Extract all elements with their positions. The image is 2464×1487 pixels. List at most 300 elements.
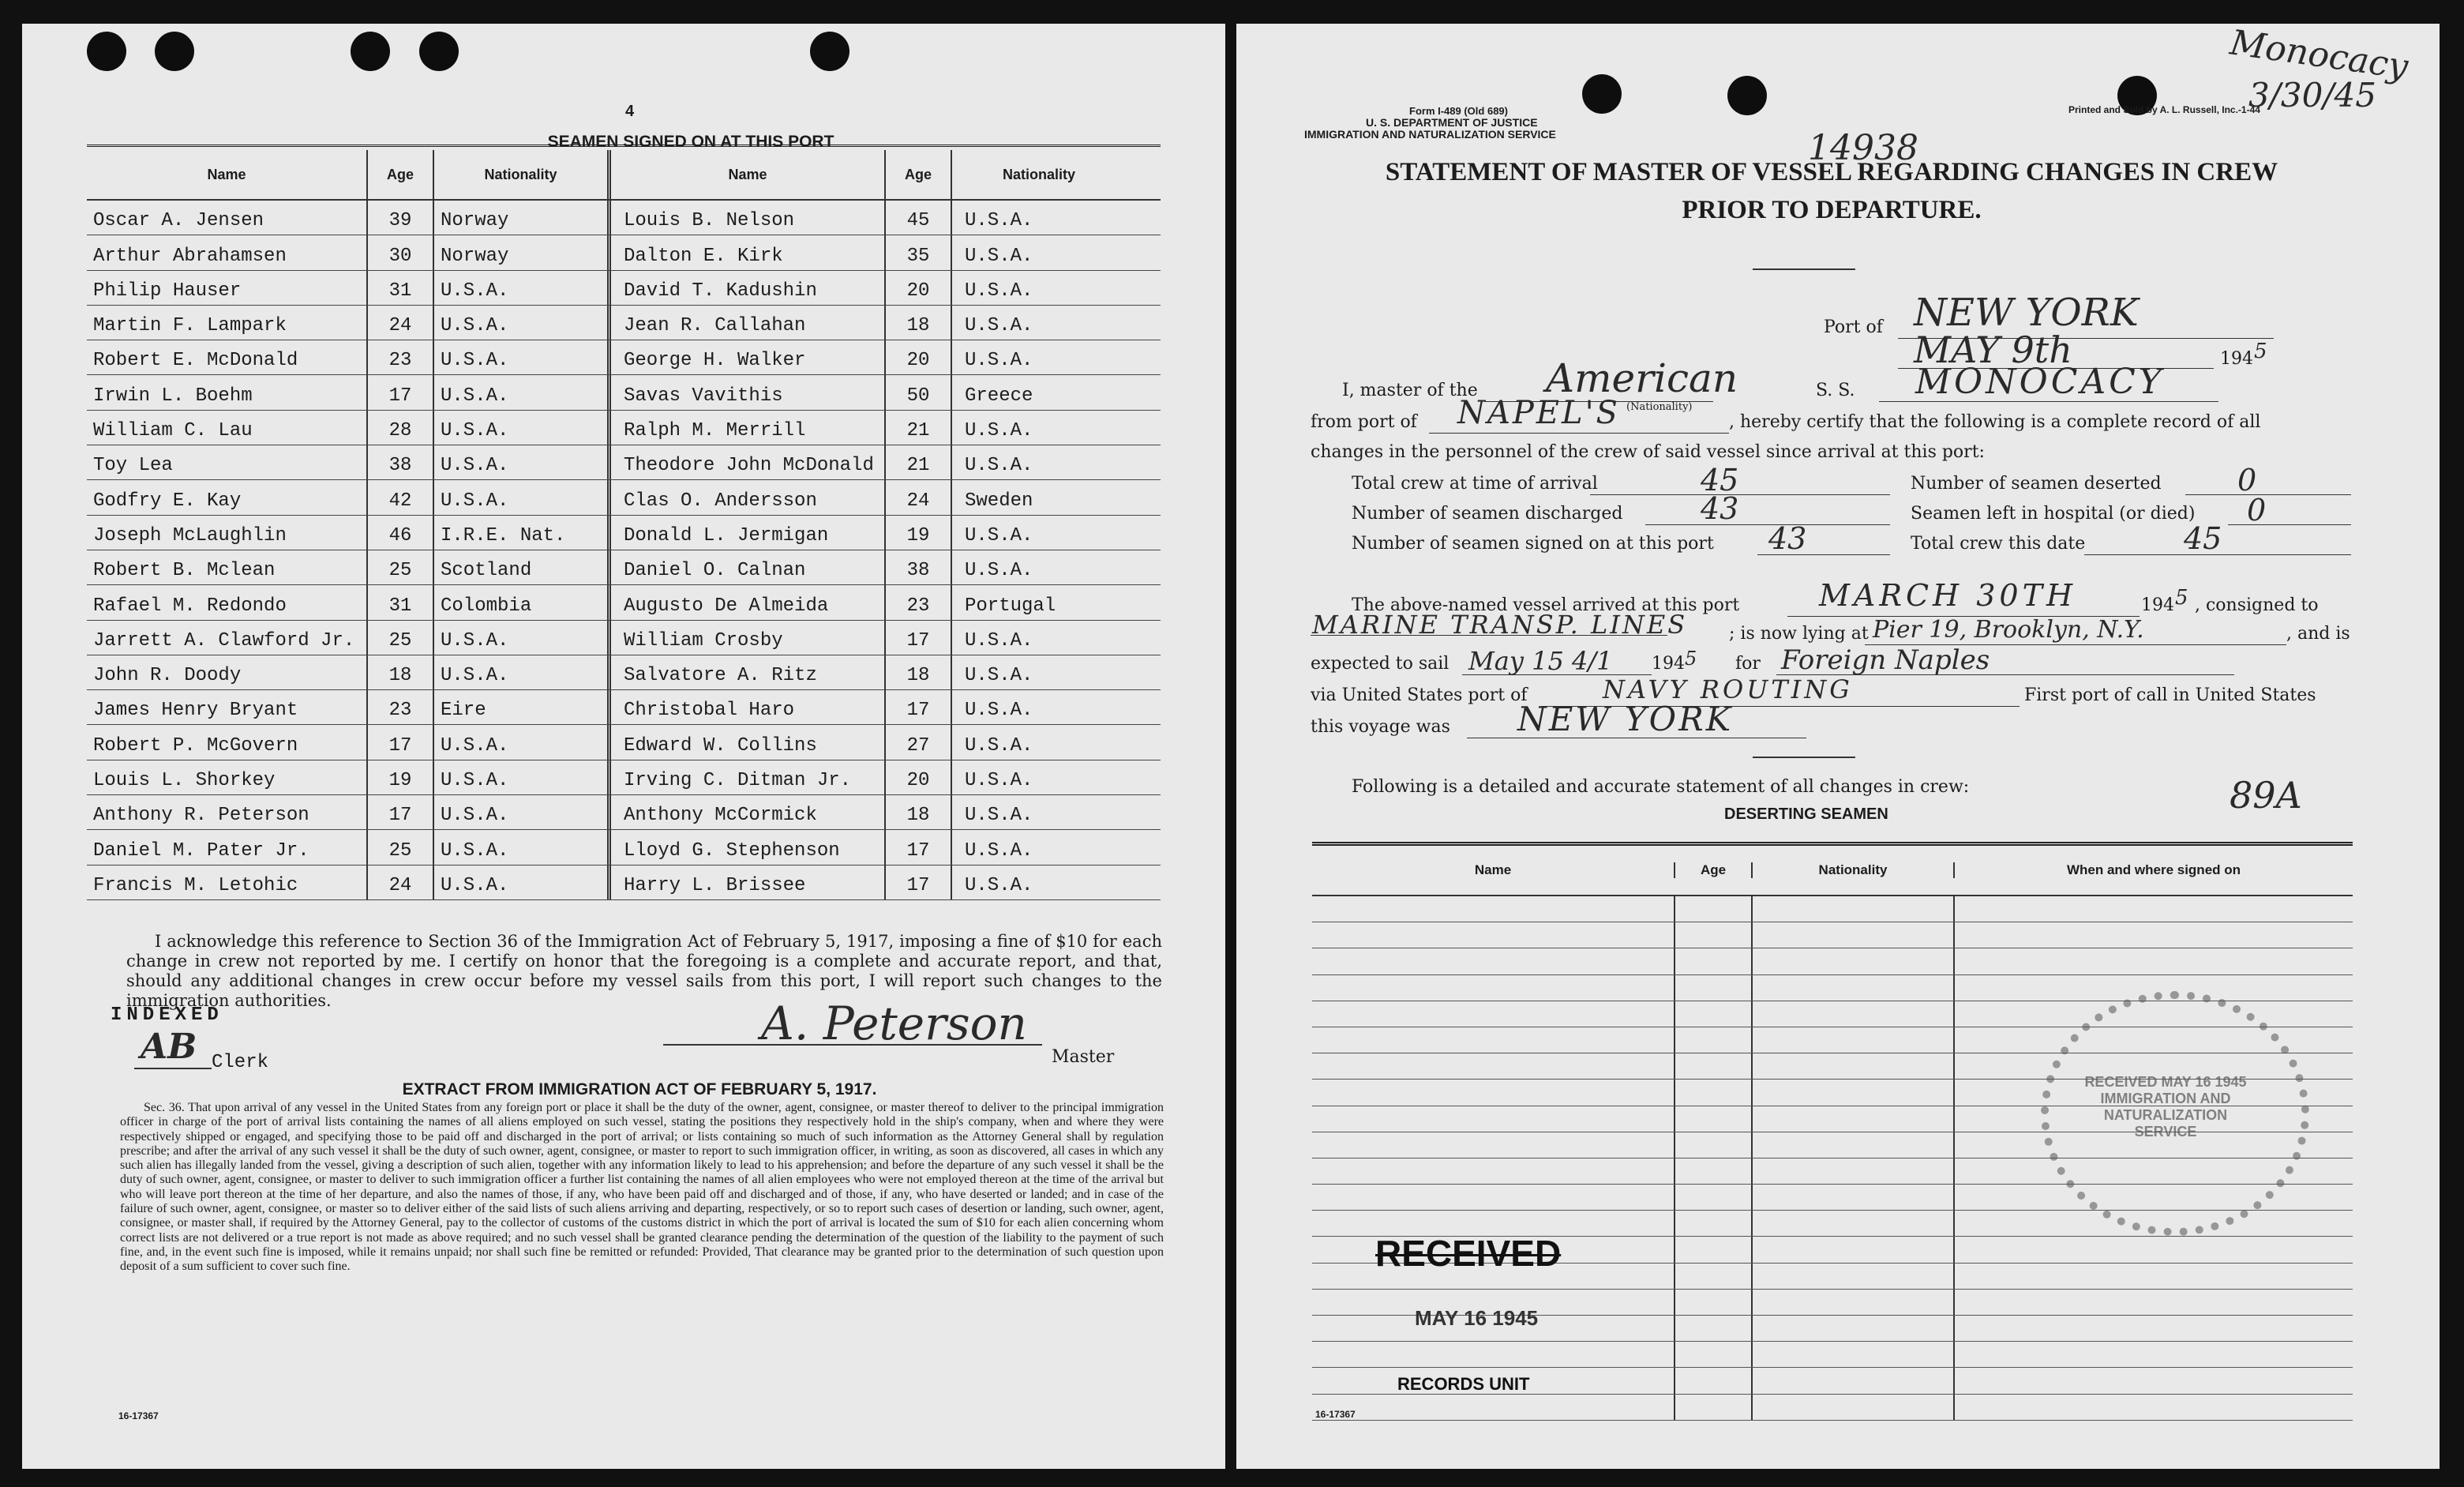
- seaman-nationality-cell: [952, 760, 1126, 794]
- empty-cell: [1675, 896, 1753, 922]
- seaman-nationality: U.S.A.: [441, 455, 509, 477]
- received-stamp: RECEIVED: [1375, 1233, 1562, 1274]
- seaman-age: 24: [388, 874, 412, 896]
- seaman-name: Jean R. Callahan: [624, 315, 806, 337]
- table-row: [87, 306, 1161, 340]
- seaman-nationality-cell: [952, 866, 1126, 899]
- empty-cell: [1753, 922, 1955, 948]
- seaman-nationality-cell: [952, 375, 1126, 409]
- seaman-age-cell: [368, 690, 434, 724]
- seaman-name: Godfry E. Kay: [93, 490, 242, 512]
- seaman-age-cell: [368, 445, 434, 479]
- seaman-nationality-cell: [952, 585, 1126, 619]
- expected-value: May 15 4/1: [1468, 646, 1613, 676]
- seaman-age-cell: [368, 655, 434, 689]
- section-rule: [1753, 757, 1855, 758]
- seaman-name: Clas O. Andersson: [624, 490, 817, 512]
- column-header: Nationality: [434, 150, 611, 199]
- seaman-nationality: U.S.A.: [441, 629, 509, 652]
- page-number: 4: [625, 103, 635, 120]
- empty-cell: [1675, 1342, 1753, 1367]
- empty-cell: [1312, 922, 1675, 948]
- nationality-value: American: [1546, 355, 1738, 401]
- seaman-name-cell: [611, 411, 886, 445]
- seaman-name: Louis B. Nelson: [624, 210, 795, 232]
- year-label: 194: [2220, 349, 2253, 369]
- seaman-nationality-cell: [434, 340, 611, 374]
- column-header: Name: [87, 150, 368, 199]
- empty-cell: [1675, 1211, 1753, 1236]
- seaman-nationality-cell: [434, 271, 611, 305]
- seaman-name: Edward W. Collins: [624, 734, 817, 757]
- table-row: [1312, 948, 2353, 974]
- seaman-age-cell: [886, 411, 952, 445]
- empty-cell: [1753, 1185, 1955, 1210]
- empty-cell: [1312, 1185, 1675, 1210]
- seaman-name-cell: [87, 760, 368, 794]
- seaman-age: 46: [388, 524, 412, 546]
- seaman-age-cell: [886, 445, 952, 479]
- seaman-name: Toy Lea: [93, 455, 173, 477]
- punch-hole: [810, 32, 849, 71]
- table-row: [87, 655, 1161, 690]
- seaman-name: Savas Vavithis: [624, 385, 783, 407]
- seaman-age: 25: [388, 629, 412, 652]
- seaman-age-cell: [368, 306, 434, 340]
- seaman-nationality: U.S.A.: [441, 420, 509, 442]
- arrived-year-label: 194: [2141, 595, 2174, 615]
- first-port-label: First port of call in United States: [2024, 685, 2316, 705]
- seaman-age-cell: [368, 235, 434, 269]
- seaman-name-cell: [611, 445, 886, 479]
- seaman-age: 35: [906, 245, 930, 267]
- punch-hole: [1727, 76, 1767, 115]
- table-row: [87, 201, 1161, 235]
- seaman-name: Donald L. Jermigan: [624, 524, 829, 546]
- punch-hole: [351, 32, 390, 71]
- from-port-label: from port of: [1311, 412, 1417, 432]
- via-value: NAVY ROUTING: [1603, 674, 1853, 704]
- seaman-age-cell: [886, 621, 952, 655]
- table-row: [87, 725, 1161, 760]
- corner-date: 3/30/45: [2248, 76, 2376, 115]
- seaman-name-cell: [87, 271, 368, 305]
- seaman-age: 18: [906, 805, 930, 827]
- seaman-age: 25: [388, 839, 412, 862]
- seaman-nationality: U.S.A.: [965, 420, 1033, 442]
- seaman-nationality: Eire: [441, 700, 486, 722]
- seaman-age: 20: [906, 280, 930, 302]
- empty-cell: [1312, 896, 1675, 922]
- seaman-name: Martin F. Lampark: [93, 315, 287, 337]
- seaman-age: 24: [388, 315, 412, 337]
- empty-cell: [1312, 1132, 1675, 1158]
- seaman-age: 19: [906, 524, 930, 546]
- seaman-age: 28: [388, 420, 412, 442]
- column-header: Name: [1312, 862, 1675, 878]
- seaman-age: 30: [388, 245, 412, 267]
- seaman-age-cell: [368, 516, 434, 550]
- empty-cell: [1312, 948, 1675, 974]
- master-of-label: I, master of the: [1342, 381, 1478, 400]
- seaman-nationality-cell: [952, 516, 1126, 550]
- empty-cell: [1312, 1027, 1675, 1053]
- seaman-age: 39: [388, 210, 412, 232]
- seaman-name: Robert P. McGovern: [93, 734, 298, 757]
- seaman-nationality-cell: [952, 690, 1126, 724]
- handwritten-file-number: 14938: [1808, 128, 1918, 168]
- margin-code: 89A: [2230, 774, 2302, 817]
- seaman-age-cell: [368, 760, 434, 794]
- date-value: MAY 9th: [1914, 329, 2072, 371]
- seaman-name: Irving C. Ditman Jr.: [624, 770, 852, 792]
- signature-line: [663, 1044, 1042, 1046]
- indexed-stamp: INDEXED: [111, 1004, 223, 1026]
- seaman-name-cell: [611, 866, 886, 899]
- seaman-name: Daniel O. Calnan: [624, 560, 806, 582]
- nationality-caption: (Nationality): [1626, 401, 1693, 413]
- seaman-nationality-cell: [952, 201, 1126, 235]
- seaman-name-cell: [87, 795, 368, 829]
- seaman-name: Robert E. McDonald: [93, 350, 298, 372]
- seaman-nationality-cell: [434, 621, 611, 655]
- empty-cell: [1312, 1158, 1675, 1184]
- seaman-nationality: U.S.A.: [965, 839, 1033, 862]
- seaman-nationality: U.S.A.: [441, 350, 509, 372]
- seaman-nationality: Scotland: [441, 560, 532, 582]
- seaman-nationality: U.S.A.: [965, 734, 1033, 757]
- seaman-age-cell: [368, 550, 434, 584]
- seaman-age: 45: [906, 210, 930, 232]
- table-row: [1312, 1342, 2353, 1368]
- empty-cell: [1675, 1237, 1753, 1262]
- seaman-name-cell: [87, 655, 368, 689]
- seaman-name: Christobal Haro: [624, 700, 795, 722]
- master-signature: A. Peterson: [761, 997, 1027, 1050]
- seaman-nationality-cell: [434, 480, 611, 514]
- empty-cell: [1675, 1264, 1753, 1289]
- seaman-nationality: Norway: [441, 210, 509, 232]
- seaman-age: 38: [906, 560, 930, 582]
- seaman-name-cell: [611, 271, 886, 305]
- punch-hole: [155, 32, 194, 71]
- seaman-name-cell: [87, 480, 368, 514]
- seaman-name-cell: [87, 516, 368, 550]
- seaman-age-cell: [368, 340, 434, 374]
- seaman-name-cell: [611, 306, 886, 340]
- table-row: [87, 375, 1161, 410]
- seaman-name-cell: [87, 621, 368, 655]
- arrived-year-value: 5: [2175, 586, 2188, 610]
- seaman-name: Joseph McLaughlin: [93, 524, 287, 546]
- hospital-label: Seamen left in hospital (or died): [1911, 504, 2196, 524]
- seaman-age-cell: [886, 235, 952, 269]
- total-this-date-label: Total crew this date: [1911, 534, 2086, 554]
- empty-cell: [1955, 896, 2353, 922]
- deserting-heading: DESERTING SEAMEN: [1724, 805, 1888, 823]
- empty-cell: [1312, 1080, 1675, 1105]
- seaman-nationality-cell: [952, 725, 1126, 759]
- seaman-age-cell: [368, 201, 434, 235]
- empty-cell: [1675, 1027, 1753, 1053]
- seaman-name: Daniel M. Pater Jr.: [93, 839, 309, 862]
- seaman-name: George H. Walker: [624, 350, 806, 372]
- seaman-name: Salvatore A. Ritz: [624, 665, 817, 687]
- seaman-age-cell: [368, 585, 434, 619]
- empty-cell: [1312, 1001, 1675, 1027]
- seaman-nationality-cell: [952, 235, 1126, 269]
- column-header: Nationality: [1002, 166, 1075, 182]
- table-row: [87, 760, 1161, 795]
- seaman-name: Louis L. Shorkey: [93, 770, 276, 792]
- empty-cell: [1675, 1053, 1753, 1079]
- seaman-age: 18: [388, 665, 412, 687]
- empty-cell: [1955, 1290, 2353, 1315]
- for-value: Foreign Naples: [1781, 644, 1990, 676]
- seaman-name: Lloyd G. Stephenson: [624, 839, 840, 862]
- seaman-age-cell: [368, 375, 434, 409]
- seaman-name-cell: [87, 585, 368, 619]
- seaman-nationality: U.S.A.: [441, 280, 509, 302]
- seaman-age-cell: [886, 585, 952, 619]
- empty-cell: [1753, 1106, 1955, 1132]
- seaman-name-cell: [87, 725, 368, 759]
- empty-cell: [1753, 1080, 1955, 1105]
- seaman-age: 24: [906, 490, 930, 512]
- seaman-name-cell: [611, 480, 886, 514]
- seaman-nationality: U.S.A.: [441, 665, 509, 687]
- seaman-age: 38: [388, 455, 412, 477]
- lying-value: Pier 19, Brooklyn, N.Y.: [1873, 616, 2144, 644]
- table-row: [87, 830, 1161, 865]
- seaman-name: William Crosby: [624, 629, 783, 652]
- empty-cell: [1312, 1053, 1675, 1079]
- seaman-nationality: U.S.A.: [965, 560, 1033, 582]
- seaman-age-cell: [886, 655, 952, 689]
- seaman-name: Anthony R. Peterson: [93, 805, 309, 827]
- consigned-label: , consigned to: [2195, 595, 2319, 615]
- seaman-nationality-cell: [952, 306, 1126, 340]
- empty-cell: [1753, 1132, 1955, 1158]
- received-date-stamp: MAY 16 1945: [1415, 1306, 1539, 1330]
- round-stamp-text: RECEIVED MAY 16 1945 IMMIGRATION AND NATURALIZATION SERVICE: [2084, 1074, 2247, 1140]
- table-row: [87, 866, 1161, 900]
- table-header: [1312, 842, 2353, 896]
- following-text: Following is a detailed and accurate statement of all changes in crew:: [1352, 777, 1970, 797]
- acknowledgment-text: I acknowledge this reference to Section 36 of the Immigration Act of February 5, 1917, imposing a fine of $10 for each change in crew not reported by me. I certify on honor that the foregoing is a complete and accurate report, and that, should any additional changes in crew occur before my vessel sails from this port, I will report such changes to the immigration authorities.: [126, 932, 1162, 1010]
- table-row: [87, 795, 1161, 830]
- empty-cell: [1753, 1158, 1955, 1184]
- seaman-name-cell: [611, 375, 886, 409]
- empty-cell: [1675, 975, 1753, 1001]
- punch-hole: [419, 32, 459, 71]
- section-heading: SEAMEN SIGNED ON AT THIS PORT: [547, 133, 834, 151]
- empty-cell: [1312, 1342, 1675, 1367]
- seaman-nationality-cell: [434, 550, 611, 584]
- empty-cell: [1675, 1395, 1753, 1420]
- discharged-value: 43: [1701, 491, 1739, 526]
- seaman-age: 17: [388, 385, 412, 407]
- seaman-name: Robert B. Mclean: [93, 560, 276, 582]
- seaman-age: 21: [906, 420, 930, 442]
- expected-year-value: 5: [1685, 648, 1697, 670]
- seaman-age: 18: [906, 665, 930, 687]
- seaman-nationality: U.S.A.: [441, 874, 509, 896]
- seaman-name: Arthur Abrahamsen: [93, 245, 287, 267]
- corner-note: Monocacy: [2227, 22, 2411, 88]
- seaman-nationality: U.S.A.: [965, 665, 1033, 687]
- extract-text: Sec. 36. That upon arrival of any vessel in the United States from any foreign port or place it shall be the duty of the owner, agent, consignee, or master thereof to deliver to the principal immigration officer in charge of the port of arrival lists containing the names of all aliens employed on such vessel, stating the positions they respectively hold in the ship's company, when and where they were respectively shipped or engaged, and specifying those to be paid off and discharged in the port of arrival; or lists containing so much of such information as the Attorney General shall by regulation prescribe; and after the arrival of any such vessel it shall be the duty of such owner, agent, consignee, or master to report to such immigration officer, in writing, as soon as discovered, all cases in which any such alien has illegally landed from the vessel, giving a description of such alien, together with any information likely to lead to his apprehension; and before the departure of any such vessel it shall be the duty of such owner, agent, consignee, or master to deliver to such immigration officer a further list containing the names of all alien employees who were not employed thereon at the time of the arrival but who will leave port thereon at the time of her departure, and also the names of those, if any, who have been paid off and discharged and of those, if any, who have deserted or landed; and in case of the failure of such owner, agent, consignee, or master so to deliver either of the said lists of such aliens arriving and departing, respectively, or so to report such cases of desertion or landing, such owner, agent, consignee, or master shall, if required by the Attorney General, pay to the collector of customs of the customs district in which the port of arrival is located the sum of $10 for each alien concerning whom correct lists are not delivered or a true report is not made as above required; and no such vessel shall be granted clearance pending the determination of the question of the liability to the payment of such fine, and, in the event such fine is imposed, while it remains unpaid; nor shall such fine be remitted or refunded: Provided, That clearance may be granted prior to the determination of such question upon deposit of a sum sufficient to cover such fine.: [120, 1101, 1164, 1274]
- seaman-name: John R. Doody: [93, 665, 242, 687]
- seaman-age-cell: [368, 621, 434, 655]
- empty-cell: [1675, 1185, 1753, 1210]
- seaman-age-cell: [368, 866, 434, 899]
- seaman-name: Irwin L. Boehm: [93, 385, 253, 407]
- empty-cell: [1312, 1395, 1675, 1420]
- seaman-age-cell: [886, 306, 952, 340]
- seaman-nationality: U.S.A.: [441, 770, 509, 792]
- table-row: [87, 585, 1161, 620]
- seaman-age-cell: [886, 375, 952, 409]
- empty-cell: [1753, 948, 1955, 974]
- seaman-name-cell: [87, 201, 368, 235]
- port-label: Port of: [1824, 317, 1883, 337]
- seaman-age-cell: [368, 795, 434, 829]
- seaman-name: Anthony McCormick: [624, 805, 817, 827]
- seaman-name-cell: [611, 830, 886, 864]
- seaman-nationality: U.S.A.: [965, 280, 1033, 302]
- seaman-nationality-cell: [434, 375, 611, 409]
- seaman-nationality: U.S.A.: [965, 805, 1033, 827]
- seaman-name: Philip Hauser: [93, 280, 242, 302]
- seaman-nationality-cell: [434, 445, 611, 479]
- seaman-name: Rafael M. Redondo: [93, 595, 287, 617]
- dept-name: U. S. DEPARTMENT OF JUSTICE: [1366, 116, 1538, 129]
- empty-cell: [1675, 1132, 1753, 1158]
- seaman-nationality: U.S.A.: [965, 350, 1033, 372]
- clerk-label: Clerk: [212, 1052, 269, 1073]
- total-crew-arrival-value: 45: [1701, 463, 1739, 498]
- seaman-name: Ralph M. Merrill: [624, 420, 806, 442]
- seaman-name: Harry L. Brissee: [624, 874, 806, 896]
- seaman-nationality: Portugal: [965, 595, 1056, 617]
- seaman-age: 42: [388, 490, 412, 512]
- column-header: Nationality: [1753, 862, 1955, 878]
- seaman-name-cell: [611, 235, 886, 269]
- empty-cell: [1312, 975, 1675, 1001]
- seaman-age: 31: [388, 595, 412, 617]
- seaman-age-cell: [886, 866, 952, 899]
- seaman-name-cell: [611, 725, 886, 759]
- seaman-age-cell: [368, 271, 434, 305]
- column-header: When and where signed on: [2066, 862, 2241, 877]
- empty-cell: [1753, 896, 1955, 922]
- seaman-age-cell: [886, 201, 952, 235]
- empty-cell: [1753, 1342, 1955, 1367]
- seaman-nationality: U.S.A.: [441, 490, 509, 512]
- seaman-nationality: U.S.A.: [441, 385, 509, 407]
- arrived-label: The above-named vessel arrived at this port: [1352, 595, 1740, 615]
- seaman-age-cell: [368, 830, 434, 864]
- table-row: [87, 480, 1161, 515]
- ss-label: S. S.: [1816, 381, 1855, 400]
- punch-hole: [87, 32, 126, 71]
- seaman-nationality-cell: [434, 655, 611, 689]
- punch-hole: [1582, 74, 1622, 114]
- from-port-value: NAPEL'S: [1457, 395, 1620, 431]
- table-row: [87, 690, 1161, 725]
- ship-name: MONOCACY: [1915, 362, 2165, 402]
- empty-cell: [1955, 948, 2353, 974]
- seaman-nationality-cell: [952, 830, 1126, 864]
- empty-cell: [1955, 1264, 2353, 1289]
- empty-cell: [1753, 1053, 1955, 1079]
- lying-label: ; is now lying at: [1729, 624, 1869, 644]
- seaman-nationality: U.S.A.: [441, 805, 509, 827]
- seaman-nationality: U.S.A.: [965, 315, 1033, 337]
- seaman-age-cell: [886, 795, 952, 829]
- certify-text: , hereby certify that the following is a complete record of all: [1729, 412, 2261, 432]
- seaman-nationality-cell: [434, 760, 611, 794]
- seaman-age-cell: [886, 725, 952, 759]
- seaman-name-cell: [611, 585, 886, 619]
- seaman-nationality-cell: [952, 445, 1126, 479]
- seaman-age: 20: [906, 350, 930, 372]
- seaman-nationality: U.S.A.: [965, 455, 1033, 477]
- seaman-nationality: U.S.A.: [965, 874, 1033, 896]
- seaman-name: Augusto De Almeida: [624, 595, 829, 617]
- seaman-name-cell: [87, 306, 368, 340]
- records-unit-stamp: RECORDS UNIT: [1397, 1374, 1530, 1394]
- seaman-age: 19: [388, 770, 412, 792]
- seaman-nationality: U.S.A.: [441, 315, 509, 337]
- table-row: [87, 516, 1161, 550]
- seaman-name-cell: [611, 550, 886, 584]
- empty-cell: [1312, 1106, 1675, 1132]
- expected-year-label: 194: [1652, 654, 1685, 674]
- table-row: [87, 550, 1161, 585]
- seaman-nationality-cell: [434, 516, 611, 550]
- empty-cell: [1955, 1368, 2353, 1393]
- empty-cell: [1955, 1316, 2353, 1341]
- seaman-name-cell: [87, 445, 368, 479]
- signed-on-value: 43: [1768, 521, 1807, 556]
- empty-cell: [1955, 1237, 2353, 1262]
- seaman-name: William C. Lau: [93, 420, 253, 442]
- seaman-nationality-cell: [434, 690, 611, 724]
- seaman-nationality-cell: [434, 411, 611, 445]
- form-title: STATEMENT OF MASTER OF VESSEL REGARDING CHANGES IN CREW: [1385, 158, 2278, 186]
- deserted-value: 0: [2237, 463, 2257, 498]
- expected-label: expected to sail: [1311, 654, 1450, 674]
- seaman-age-cell: [368, 725, 434, 759]
- seaman-age: 17: [906, 700, 930, 722]
- column-header: Age: [368, 150, 434, 199]
- certify-text-2: changes in the personnel of the crew of said vessel since arrival at this port:: [1311, 442, 1985, 462]
- seaman-age: 23: [388, 700, 412, 722]
- table-row: [1312, 922, 2353, 948]
- seaman-age-cell: [886, 516, 952, 550]
- seaman-nationality: U.S.A.: [441, 839, 509, 862]
- form-title-line2: PRIOR TO DEPARTURE.: [1682, 196, 1982, 224]
- seaman-nationality-cell: [434, 306, 611, 340]
- seaman-nationality: U.S.A.: [965, 524, 1033, 546]
- seaman-name-cell: [611, 516, 886, 550]
- seaman-nationality-cell: [952, 340, 1126, 374]
- extract-title: EXTRACT FROM IMMIGRATION ACT OF FEBRUARY 5, 1917.: [402, 1080, 877, 1098]
- seaman-nationality-cell: [434, 201, 611, 235]
- seaman-age: 25: [388, 560, 412, 582]
